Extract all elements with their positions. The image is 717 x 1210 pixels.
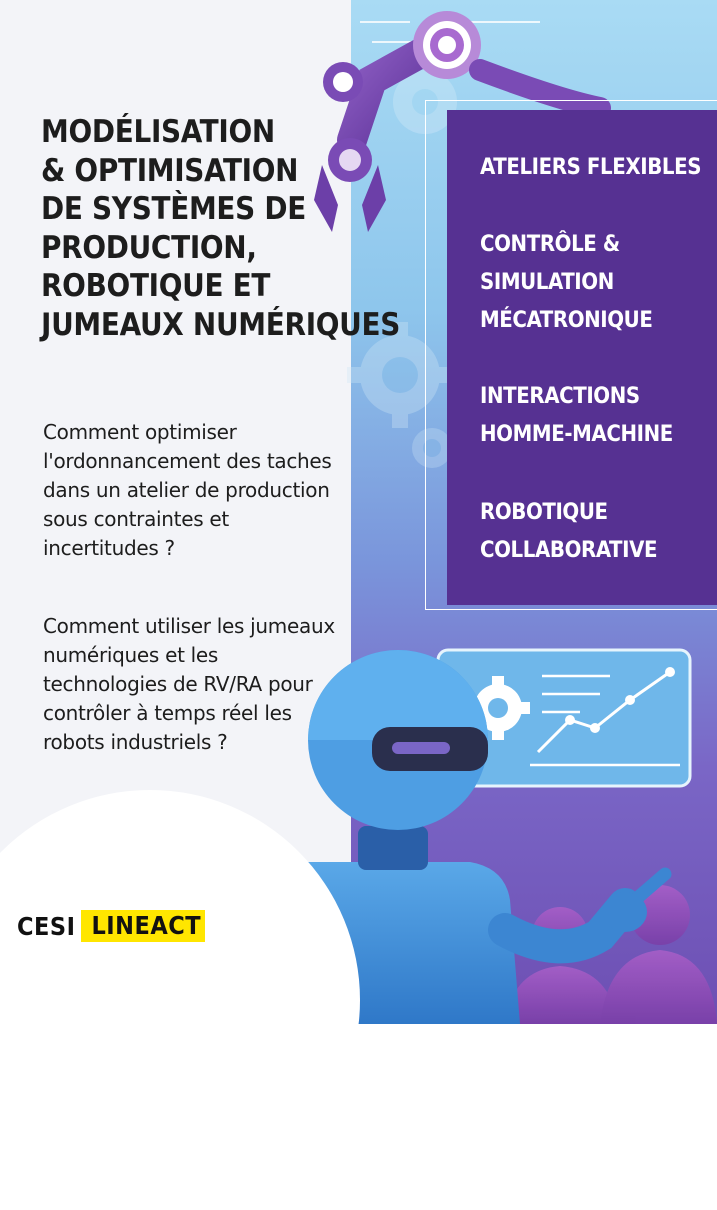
research-question-2: Comment utiliser les jumeaux numériques et les technologies de RV/RA pour contrôler à temps réel les robots industriels ? — [43, 614, 335, 754]
title-line: DE SYSTÈMES DE — [41, 191, 306, 228]
title-line: MODÉLISATION — [41, 114, 275, 150]
topic-line: CONTRÔLE & — [480, 232, 620, 257]
title-line: JUMEAUX NUMÉRIQUES — [41, 306, 401, 343]
topic-line: ROBOTIQUE — [480, 500, 608, 525]
topic-line: SIMULATION — [480, 270, 614, 295]
title-line: & OPTIMISATION — [41, 152, 299, 189]
topic-line: COLLABORATIVE — [480, 538, 658, 563]
logo-cesi-text: CESI — [17, 911, 76, 941]
topic-line: MÉCATRONIQUE — [480, 308, 653, 333]
topic-line: INTERACTIONS — [480, 384, 640, 409]
logo-lineact-text: LINEACT — [81, 910, 205, 942]
topic-ateliers-flexibles — [480, 149, 701, 187]
topic-line: ATELIERS FLEXIBLES — [480, 155, 702, 180]
title-line: PRODUCTION, — [41, 229, 257, 266]
topic-robotique-collaborative — [480, 494, 657, 570]
topic-line: HOMME-MACHINE — [480, 422, 673, 447]
research-question-1: Comment optimiser l'ordonnancement des taches dans un atelier de production sous contraintes et incertitudes ? — [43, 420, 332, 560]
cesi-lineact-logo — [17, 910, 205, 942]
page-title — [41, 113, 400, 345]
topic-interactions — [480, 378, 673, 454]
title-line: ROBOTIQUE ET — [41, 268, 271, 305]
topic-controle-simulation — [480, 226, 652, 340]
